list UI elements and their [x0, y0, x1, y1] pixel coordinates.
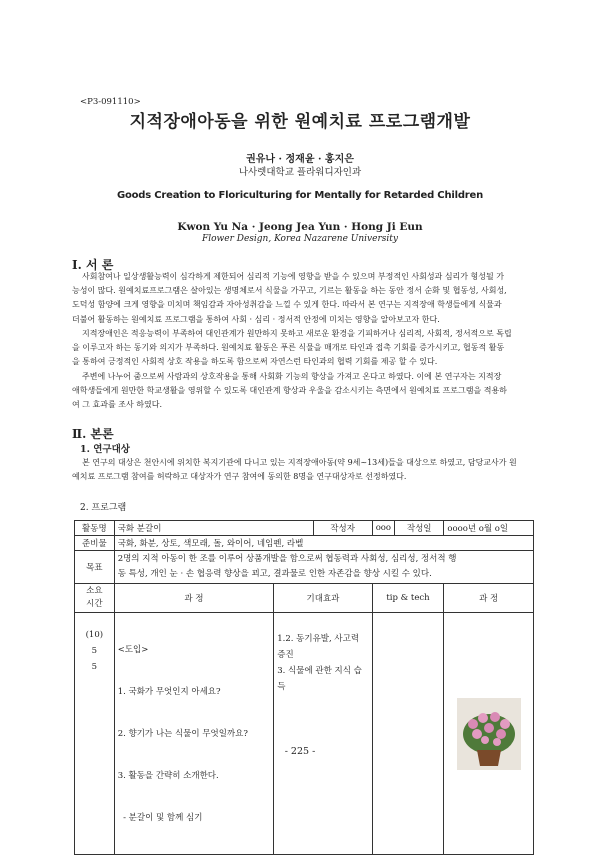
flower-photo-cell — [444, 613, 534, 855]
process-step: - 분갈이 및 함께 심기 — [117, 813, 203, 823]
affiliation-english: Flower Design, Korea Nazarene University — [202, 234, 398, 244]
text-line: 사회참여나 일상생활능력이 심각하게 제한되어 심리적 기능에 영향을 받을 수 있으며 부정적인 사회성과 심리가 형성될 가 — [82, 272, 504, 281]
text-line: 예치료 프로그램 참여를 허락하고 대상자가 연구 참여에 동의한 8명을 연구대상자로 선정하였다. — [72, 472, 407, 482]
process-step: 3. 활동을 간략히 소개한다. — [117, 771, 219, 781]
page-number: - 225 - — [284, 746, 316, 757]
text-line: 능성이 많다. 원예치료프로그램은 살아있는 생명체로서 식물을 가꾸고, 기르는 활동을 하는 동안 정서 순화 및 협동성, 사회성, — [72, 286, 507, 296]
time-values — [75, 613, 115, 855]
process-steps — [114, 613, 274, 855]
table-row — [75, 521, 534, 536]
text-line: 여 그 효과를 조사 하였다. — [72, 400, 162, 410]
process-step: <도입> — [117, 645, 149, 655]
materials-label: 준비물 — [75, 536, 115, 551]
subheading-program: 2. 프로그램 — [80, 503, 127, 513]
intro-paragraph-3 — [72, 370, 534, 413]
section-heading-intro: Ⅰ. 서 론 — [72, 258, 114, 272]
text-line: 본 연구의 대상은 천안시에 위치한 복지기관에 다니고 있는 지적장애아동(약 9세~13세)들을 대상으로 하였고, 담당교사가 원 — [82, 458, 517, 467]
table-row — [75, 584, 534, 613]
author-label: 작성자 — [313, 521, 372, 536]
tip-cell — [372, 613, 444, 855]
text-line: 도덕성 함양에 크게 영향을 미치며 책임감과 자아성취감을 느낄 수 있게 한다. 따라서 본 연구는 지적장애 학생들에게 식물과 — [72, 300, 502, 310]
activity-label: 활동명 — [75, 521, 115, 536]
intro-paragraph-2 — [72, 327, 534, 370]
text-line: 더불어 활동하는 원예치료 프로그램을 통하여 사회 · 심리 · 정서적 안정에 미치는 영향을 알아보고자 한다. — [72, 314, 440, 324]
subjects-paragraph — [72, 456, 534, 484]
activity-value: 국화 분갈이 — [114, 521, 313, 536]
page-title: 지적장애아동을 위한 원예치료 프로그램개발 — [129, 112, 471, 132]
date-value: oooo년 o월 o일 — [444, 521, 534, 536]
subheading-subjects: 1. 연구대상 — [80, 444, 130, 455]
author-value: ooo — [372, 521, 394, 536]
tip-header: tip & tech — [372, 584, 444, 613]
paper-code: <P3-091110> — [80, 97, 141, 107]
text-line: 을 이루고자 하는 동기와 의지가 부족하다. 원예치료 활동은 푸른 식물을 매개로 타인과 접촉 기회를 증가시키고, 협동적 활동 — [72, 343, 505, 353]
authors-english: Kwon Yu Na · Jeong Jea Yun · Hong Ji Eun — [177, 221, 423, 233]
effect-item: 3. 식물에 관한 지식 습득 — [277, 666, 362, 692]
date-label: 작성일 — [395, 521, 444, 536]
effect-header: 기대효과 — [274, 584, 372, 613]
text-line: 주변에 나누어 줌으로써 사람과의 상호작용을 통해 사회화 기능의 향상을 가져고 온다고 하였다. 이에 본 연구자는 지적장 — [82, 372, 502, 381]
title-english: Goods Creation to Floriculturing for Mentally for Retarded Children — [116, 190, 484, 201]
process-header: 과 정 — [114, 584, 274, 613]
expected-effects — [274, 613, 372, 855]
section-heading-body: Ⅱ. 본론 — [72, 427, 114, 441]
program-table — [74, 520, 534, 855]
materials-value: 국화, 화분, 상토, 색모래, 돌, 와이어, 네임펜, 라벨 — [114, 536, 533, 551]
time-value: 5 — [91, 646, 98, 656]
text-line: 지적장애인은 적응능력이 부족하여 대인관계가 원만하지 못하고 새로운 환경을 기피하거나 심리적, 사회적, 정서적으로 독립 — [82, 329, 512, 338]
text-line: 애학생들에게 원만한 학교생활을 영위할 수 있도록 대인관계 향상과 우울을 감소시키는 측면에서 원예치료 프로그램을 적용하 — [72, 386, 507, 396]
affiliation-korean: 나사렛대학교 플라워디자인과 — [238, 167, 362, 178]
authors-korean: 권유나 · 정재윤 · 홍지은 — [246, 154, 354, 165]
chrysanthemum-pot-image — [457, 698, 521, 770]
effect-item: 1.2. 동기유발, 사고력 증진 — [277, 634, 360, 660]
process-image-header: 과 정 — [444, 584, 534, 613]
process-step: 1. 국화가 무엇인지 아세요? — [117, 687, 221, 697]
table-row — [75, 551, 534, 584]
goal-label: 목표 — [75, 551, 115, 584]
table-row — [75, 536, 534, 551]
goal-value — [114, 551, 533, 584]
goal-line: 2명의 지적 아동이 한 조를 이루어 상품개발을 함으로써 협동력과 사회성, 심리성, 정서적 행 — [117, 554, 457, 564]
time-header — [75, 584, 115, 613]
intro-paragraph-1 — [72, 270, 534, 327]
text-line: 을 통하여 긍정적인 사회적 상호 작용을 하도록 함으로써 자연스런 타인과의 협력 기회를 제공 할 수 있다. — [72, 357, 438, 367]
time-value: (10) — [85, 630, 104, 640]
goal-line: 동 특성, 개인 눈 · 손 협응력 향상을 꾀고, 결과물로 인한 자존감을 향상 시킬 수 있다. — [117, 569, 432, 579]
time-header-line: 소요 — [86, 586, 103, 596]
time-header-line: 시간 — [86, 599, 103, 609]
time-value: 5 — [91, 662, 98, 672]
process-step: 2. 향기가 나는 식물이 무엇일까요? — [117, 729, 248, 739]
table-row — [75, 613, 534, 855]
